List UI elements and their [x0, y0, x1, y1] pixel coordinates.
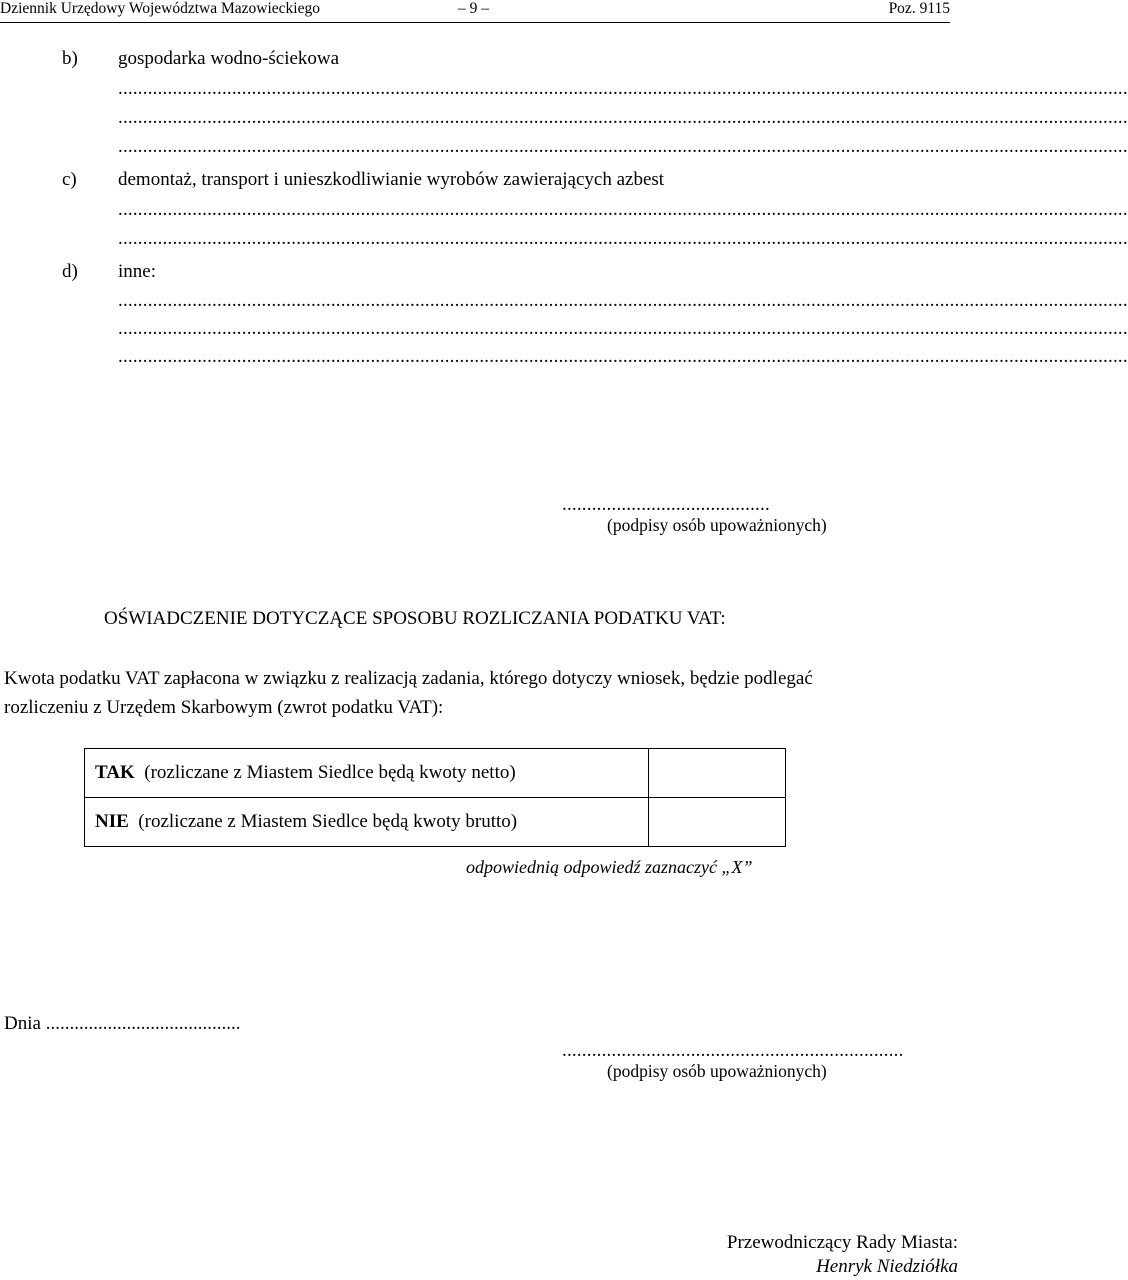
- chairman-name: Henryk Niedziółka: [816, 1256, 958, 1277]
- option-row-nie: [85, 798, 786, 847]
- option-tak-key: TAK: [95, 762, 135, 783]
- item-d-letter: d): [62, 261, 78, 282]
- dotted-line: ............................................................................................................................................................................................................: [118, 228, 1128, 249]
- option-nie-label: [85, 798, 649, 847]
- journal-title: Dziennik Urzędowy Województwa Mazowieckiego: [0, 0, 320, 17]
- date-label-text: Dnia: [4, 1013, 41, 1034]
- vat-paragraph-line1: Kwota podatku VAT zapłacona w związku z realizacją zadania, którego dotyczy wniosek, będzie podlegać: [4, 668, 813, 689]
- option-tak-label: [85, 749, 649, 798]
- date-label: [4, 1013, 240, 1035]
- instruction-note: odpowiednią odpowiedź zaznaczyć „X”: [466, 857, 753, 877]
- page-number: – 9 –: [458, 0, 489, 17]
- option-tak-text: (rozliczane z Miastem Siedlce będą kwoty netto): [144, 762, 516, 783]
- vat-heading: OŚWIADCZENIE DOTYCZĄCE SPOSOBU ROZLICZANIA PODATKU VAT:: [104, 608, 726, 629]
- item-d-text: inne:: [118, 261, 156, 282]
- header-divider: [0, 22, 950, 23]
- date-dots: .........................................: [45, 1013, 241, 1034]
- option-tak-checkbox[interactable]: [649, 749, 786, 798]
- dotted-line: ............................................................................................................................................................................................................: [118, 290, 1128, 311]
- dotted-line: ............................................................................................................................................................................................................: [118, 107, 1128, 128]
- vat-paragraph-line2: rozliczeniu z Urzędem Skarbowym (zwrot podatku VAT):: [4, 697, 444, 718]
- signature-dots: ..........................................: [562, 494, 770, 515]
- dotted-line: ............................................................................................................................................................................................................: [118, 136, 1128, 157]
- vat-options-table: [84, 748, 786, 847]
- position-number: Poz. 9115: [888, 0, 950, 17]
- signature-dots: .....................................................................: [562, 1040, 904, 1061]
- option-row-tak: [85, 749, 786, 798]
- item-b-letter: b): [62, 48, 78, 69]
- signature-label: (podpisy osób upoważnionych): [607, 515, 827, 535]
- item-c-letter: c): [62, 169, 77, 190]
- option-nie-checkbox[interactable]: [649, 798, 786, 847]
- item-b-text: gospodarka wodno-ściekowa: [118, 48, 340, 69]
- option-nie-key: NIE: [95, 811, 129, 832]
- dotted-line: ............................................................................................................................................................................................................: [118, 78, 1128, 99]
- dotted-line: ............................................................................................................................................................................................................: [118, 199, 1128, 220]
- dotted-line: ............................................................................................................................................................................................................: [118, 318, 1128, 339]
- chairman-title: Przewodniczący Rady Miasta:: [726, 1232, 958, 1253]
- item-c-text: demontaż, transport i unieszkodliwianie wyrobów zawierających azbest: [118, 169, 665, 190]
- signature-label: (podpisy osób upoważnionych): [607, 1061, 827, 1081]
- dotted-line: ............................................................................................................................................................................................................: [118, 346, 1128, 367]
- option-nie-text: (rozliczane z Miastem Siedlce będą kwoty brutto): [138, 811, 518, 832]
